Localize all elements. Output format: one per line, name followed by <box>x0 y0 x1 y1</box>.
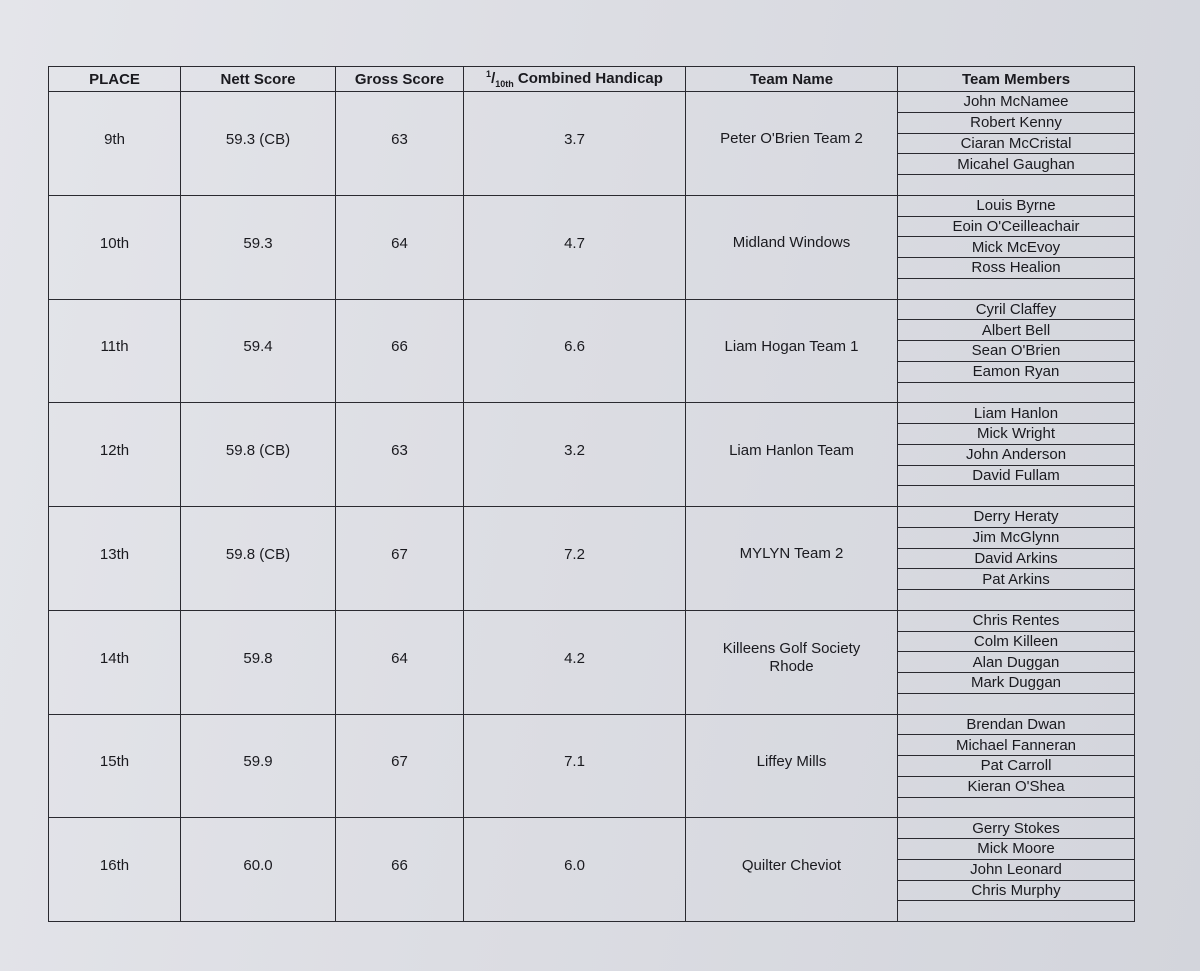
team-member <box>898 590 1134 610</box>
table-row <box>49 299 1135 403</box>
fraction-denominator: 10th <box>495 79 514 89</box>
team-name-cell <box>686 714 898 818</box>
team-name-cell <box>686 92 898 196</box>
gross-score-cell: 63 <box>336 403 464 507</box>
team-members-cell <box>898 818 1135 922</box>
place-cell: 10th <box>49 195 181 299</box>
team-name: Liam Hanlon Team <box>729 441 854 459</box>
member-list <box>898 92 1134 195</box>
header-team-members: Team Members <box>898 67 1135 92</box>
team-member: John McNamee <box>898 92 1134 113</box>
team-member: Chris Rentes <box>898 611 1134 632</box>
team-name-cell <box>686 818 898 922</box>
table-row <box>49 195 1135 299</box>
team-members-cell <box>898 92 1135 196</box>
table-body <box>49 92 1135 922</box>
member-list <box>898 403 1134 506</box>
team-member: Cyril Claffey <box>898 300 1134 321</box>
team-member <box>898 175 1134 195</box>
team-member: Brendan Dwan <box>898 715 1134 736</box>
nett-score-cell: 59.8 (CB) <box>181 507 336 611</box>
team-member: Robert Kenny <box>898 113 1134 134</box>
team-name-cell <box>686 195 898 299</box>
nett-score-cell: 59.8 <box>181 610 336 714</box>
team-member: Ciaran McCristal <box>898 134 1134 155</box>
table-row <box>49 507 1135 611</box>
table-row <box>49 818 1135 922</box>
table-row <box>49 610 1135 714</box>
team-member: Sean O'Brien <box>898 341 1134 362</box>
team-member <box>898 694 1134 714</box>
place-cell: 13th <box>49 507 181 611</box>
team-name-cell <box>686 299 898 403</box>
team-name: MYLYN Team 2 <box>739 545 844 563</box>
gross-score-cell: 67 <box>336 507 464 611</box>
place-cell: 14th <box>49 610 181 714</box>
handicap-cell: 4.7 <box>464 195 686 299</box>
nett-score-cell: 59.3 (CB) <box>181 92 336 196</box>
handicap-cell: 3.2 <box>464 403 686 507</box>
member-list <box>898 300 1134 403</box>
handicap-cell: 7.2 <box>464 507 686 611</box>
team-member: Liam Hanlon <box>898 403 1134 424</box>
place-cell: 11th <box>49 299 181 403</box>
team-name-cell <box>686 403 898 507</box>
team-member: Gerry Stokes <box>898 818 1134 839</box>
team-name: Peter O'Brien Team 2 <box>720 130 863 148</box>
team-member: Mick Wright <box>898 424 1134 445</box>
team-member: John Leonard <box>898 860 1134 881</box>
team-member: Albert Bell <box>898 320 1134 341</box>
team-member: Louis Byrne <box>898 196 1134 217</box>
team-member: Mark Duggan <box>898 673 1134 694</box>
team-member <box>898 798 1134 818</box>
team-member: Eamon Ryan <box>898 362 1134 383</box>
gross-score-cell: 67 <box>336 714 464 818</box>
team-member: Kieran O'Shea <box>898 777 1134 798</box>
team-member: David Fullam <box>898 466 1134 487</box>
team-member: Pat Carroll <box>898 756 1134 777</box>
team-name-cell <box>686 610 898 714</box>
gross-score-cell: 64 <box>336 195 464 299</box>
team-name: Liffey Mills <box>756 752 827 770</box>
handicap-cell: 6.0 <box>464 818 686 922</box>
gross-score-cell: 66 <box>336 299 464 403</box>
team-member: Mick Moore <box>898 839 1134 860</box>
team-member: David Arkins <box>898 549 1134 570</box>
team-member: Eoin O'Ceilleachair <box>898 217 1134 238</box>
team-name-cell <box>686 507 898 611</box>
team-name: Liam Hogan Team 1 <box>724 337 859 355</box>
team-member: Alan Duggan <box>898 652 1134 673</box>
handicap-cell: 4.2 <box>464 610 686 714</box>
team-name: Killeens Golf Society Rhode <box>722 640 861 676</box>
table-row <box>49 403 1135 507</box>
team-name: Midland Windows <box>732 234 851 252</box>
team-members-cell <box>898 195 1135 299</box>
team-member <box>898 383 1134 403</box>
team-member: Ross Healion <box>898 258 1134 279</box>
table-row <box>49 714 1135 818</box>
team-member <box>898 486 1134 506</box>
team-members-cell <box>898 507 1135 611</box>
nett-score-cell: 59.9 <box>181 714 336 818</box>
team-member: John Anderson <box>898 445 1134 466</box>
gross-score-cell: 63 <box>336 92 464 196</box>
team-member: Mick McEvoy <box>898 237 1134 258</box>
header-gross-score: Gross Score <box>336 67 464 92</box>
header-combined-handicap <box>464 67 686 92</box>
member-list <box>898 196 1134 299</box>
nett-score-cell: 60.0 <box>181 818 336 922</box>
header-place: PLACE <box>49 67 181 92</box>
member-list <box>898 507 1134 610</box>
header-team-name: Team Name <box>686 67 898 92</box>
handicap-cell: 7.1 <box>464 714 686 818</box>
fraction-numerator: 1 <box>486 69 492 79</box>
team-member <box>898 279 1134 299</box>
team-members-cell <box>898 403 1135 507</box>
header-row <box>49 67 1135 92</box>
team-member: Pat Arkins <box>898 569 1134 590</box>
handicap-label: Combined Handicap <box>517 70 663 87</box>
nett-score-cell: 59.3 <box>181 195 336 299</box>
gross-score-cell: 66 <box>336 818 464 922</box>
team-member: Derry Heraty <box>898 507 1134 528</box>
team-member: Chris Murphy <box>898 881 1134 902</box>
team-name: Quilter Cheviot <box>741 856 842 874</box>
team-member: Michael Fanneran <box>898 735 1134 756</box>
place-cell: 16th <box>49 818 181 922</box>
team-member: Micahel Gaughan <box>898 154 1134 175</box>
team-member: Colm Killeen <box>898 632 1134 653</box>
member-list <box>898 818 1134 921</box>
handicap-cell: 6.6 <box>464 299 686 403</box>
header-nett-score: Nett Score <box>181 67 336 92</box>
team-members-cell <box>898 610 1135 714</box>
table-row <box>49 92 1135 196</box>
nett-score-cell: 59.4 <box>181 299 336 403</box>
member-list <box>898 715 1134 818</box>
nett-score-cell: 59.8 (CB) <box>181 403 336 507</box>
place-cell: 9th <box>49 92 181 196</box>
results-table <box>48 66 1135 922</box>
team-member <box>898 901 1134 921</box>
team-members-cell <box>898 714 1135 818</box>
member-list <box>898 611 1134 714</box>
team-members-cell <box>898 299 1135 403</box>
gross-score-cell: 64 <box>336 610 464 714</box>
place-cell: 15th <box>49 714 181 818</box>
handicap-fraction: $^1/_{10th}$ <box>486 69 514 89</box>
place-cell: 12th <box>49 403 181 507</box>
team-member: Jim McGlynn <box>898 528 1134 549</box>
handicap-cell: 3.7 <box>464 92 686 196</box>
